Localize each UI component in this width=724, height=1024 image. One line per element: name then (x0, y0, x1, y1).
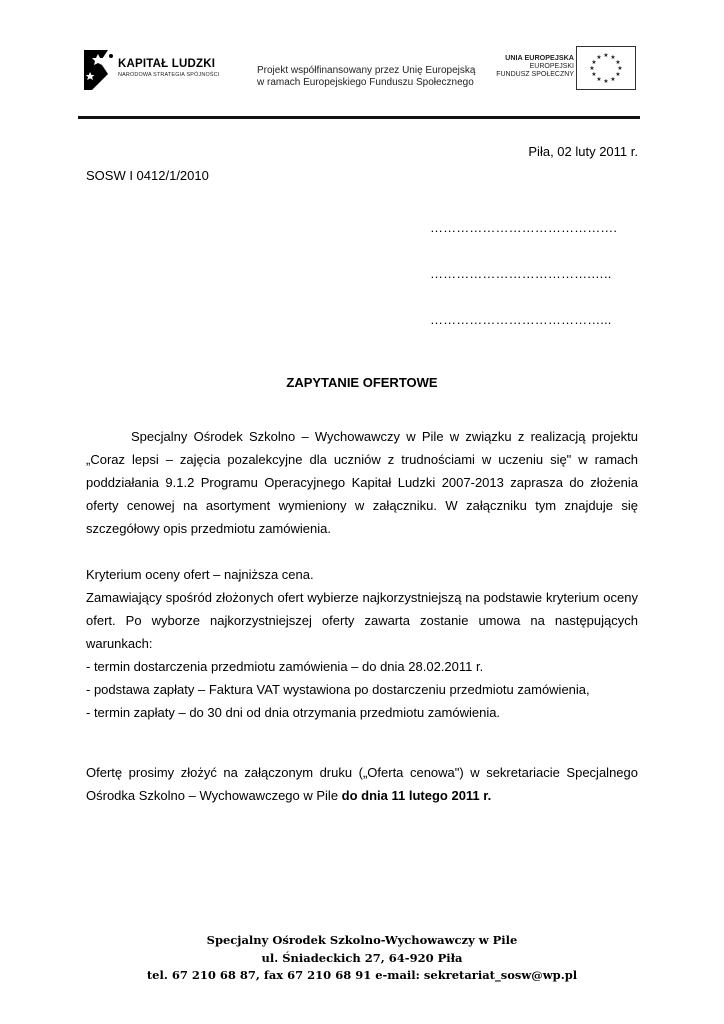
logo-title: KAPITAŁ LUDZKI (118, 58, 216, 70)
svg-text:★: ★ (596, 76, 602, 83)
address-line-2: ……………………………….….. (430, 266, 612, 281)
footer-contact: tel. 67 210 68 87, fax 67 210 68 91 e-mail: sekretariat_sosw@wp.pl (146, 968, 578, 982)
closing-text: Ofertę prosimy złożyć na załączonym druku („Oferta cenowa") w sekretariacie Specjalnego Ośrodka Szkolno – Wychowawczego w Pile (86, 765, 638, 803)
svg-text:★: ★ (615, 71, 621, 78)
svg-text:★: ★ (596, 54, 602, 61)
svg-text:★: ★ (589, 65, 595, 72)
terms-section (86, 563, 638, 724)
footer-institution: Specjalny Ośrodek Szkolno-Wychowawczy w Pile (206, 933, 518, 947)
address-line-1: ……………………………………. (430, 220, 618, 235)
svg-text:★: ★ (591, 71, 597, 78)
svg-text:★: ★ (617, 65, 623, 72)
header-divider (78, 116, 640, 119)
closing-paragraph (86, 761, 638, 807)
eu-line-1: UNIA EUROPEJSKA (505, 53, 574, 62)
footer-address: ul. Śniadeckich 27, 64-920 Piła (261, 950, 463, 965)
logo-subtitle: NARODOWA STRATEGIA SPÓJNOŚCI (118, 72, 220, 78)
document-title: ZAPYTANIE OFERTOWE (286, 375, 438, 390)
kapital-ludzki-logo-icon (78, 44, 118, 94)
eu-flag-icon (576, 46, 636, 90)
eu-label (484, 54, 574, 80)
project-line-1: Projekt współfinansowany przez Unię Europejską (257, 65, 476, 76)
address-line-3: …………………………………... (430, 312, 612, 327)
intro-section (86, 425, 638, 540)
svg-text:★: ★ (591, 59, 597, 66)
eu-line-2: EUROPEJSKI (529, 62, 574, 70)
svg-text:★: ★ (610, 54, 616, 61)
footer (0, 932, 724, 985)
svg-text:★: ★ (603, 78, 609, 85)
document-date: Piła, 02 luty 2011 r. (528, 144, 638, 159)
project-line-2: w ramach Europejskiego Funduszu Społecznego (257, 77, 474, 88)
condition-item: - termin zapłaty – do 30 dni od dnia otrzymania przedmiotu zamówienia. (86, 705, 501, 720)
reference-number: SOSW I 0412/1/2010 (86, 168, 209, 183)
criterion-text: Kryterium oceny ofert – najniższa cena. (86, 567, 314, 582)
condition-item: - podstawa zapłaty – Faktura VAT wystawiona po dostarczeniu przedmiotu zamówienia, (86, 682, 590, 697)
svg-text:★: ★ (603, 52, 609, 59)
svg-text:★: ★ (615, 59, 621, 66)
submission-deadline: do dnia 11 lutego 2011 r. (341, 788, 492, 803)
intro-paragraph: Specjalny Ośrodek Szkolno – Wychowawczy w Pile w związku z realizacją projektu „Coraz lepsi – zajęcia pozalekcyjne dla uczniów z trudnościami w uczeniu się" w ramach poddziałania 9.1.2 Programu Operacyjnego Kapitał Ludzki 2007-2013 zaprasza do złożenia oferty cenowej na asortyment wymieniony w załączniku. W załączniku tym znajduje się szczegółowy opis przedmiotu zamówienia. (86, 429, 638, 536)
project-funding-note (257, 65, 475, 89)
condition-item: - termin dostarczenia przedmiotu zamówienia – do dnia 28.02.2011 r. (86, 659, 484, 674)
closing-section (86, 761, 638, 807)
eu-line-3: FUNDUSZ SPOŁECZNY (496, 71, 574, 78)
selection-paragraph: Zamawiający spośród złożonych ofert wybierze najkorzystniejszą na podstawie kryterium oceny ofert. Po wyborze najkorzystniejszej oferty zawarta zostanie umowa na następujących warunkach: (86, 590, 638, 651)
svg-text:★: ★ (610, 76, 616, 83)
